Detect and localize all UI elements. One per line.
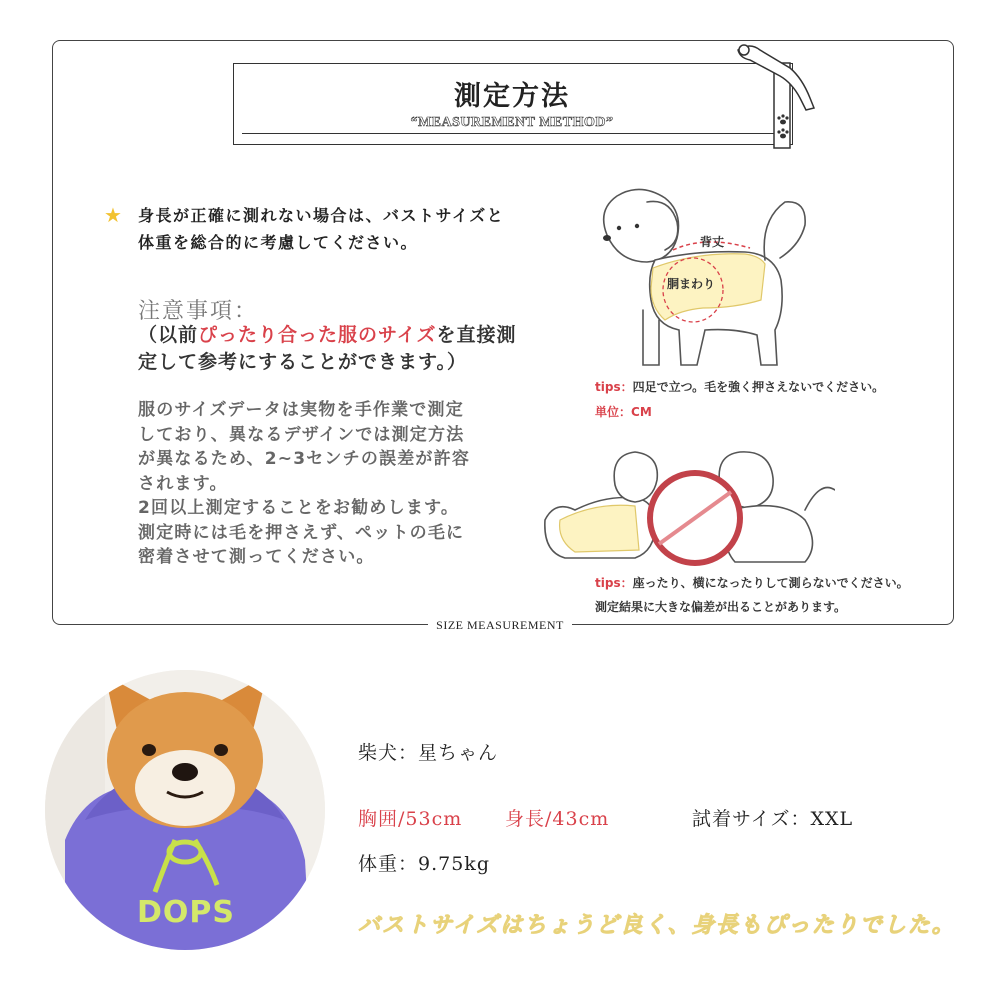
fit-comment: バストサイズはちょうど良く、身長もぴったりでした。 — [358, 913, 956, 938]
hoodie-text: DOPS — [137, 895, 235, 930]
chest-measure: 胸囲/53cm — [358, 808, 463, 830]
tips-deviation: 測定結果に大きな偏差が出ることがあります。 — [595, 600, 847, 614]
caution-text: （以前ぴったり合った服のサイズを直接測定して参考にすることができます。） — [138, 324, 517, 373]
length-measure: 身長/43cm — [505, 808, 610, 830]
model-name: 柴犬：星ちゃん — [358, 742, 499, 764]
page-title: 測定方法 — [454, 81, 570, 112]
weight-measure: 体重：9.75kg — [358, 853, 490, 875]
fit-size: 試着サイズ：XXL — [692, 808, 854, 830]
unit-label: 単位：CM — [595, 405, 652, 419]
caution-highlight: ぴったり合った服のサイズ — [198, 324, 437, 346]
lead-text: 身長が正確に測れない場合は、バストサイズと体重を総合的に考慮してください。 — [138, 206, 505, 252]
model-dog-photo — [45, 670, 325, 950]
back-length-label: 背丈 — [700, 235, 725, 249]
caution-heading: 注意事項： — [138, 299, 259, 324]
tips-standing: tips：四足で立つ。毛を強く押さえないでください。 — [595, 380, 885, 394]
section-label: SIZE MEASUREMENT — [0, 614, 1000, 633]
girth-label: 胴まわり — [667, 277, 716, 291]
page-subtitle: “MEASUREMENT METHOD” — [410, 115, 614, 130]
tape-measure-icon — [730, 38, 820, 153]
star-icon: ★ — [104, 203, 122, 227]
measurement-notes: 服のサイズデータは実物を手作業で測定 しており、異なるデザインでは測定方法 が異なるため、2~3センチの誤差が許容 されます。 2回以上測定することをお勧めします。 測定時には毛を押さえず、ペットの毛に 密着させて測ってください。 — [138, 400, 471, 567]
tips-posture: tips：座ったり、横になったりして測らないでください。 — [595, 576, 909, 590]
prohibited-posture-illustration — [535, 440, 835, 580]
